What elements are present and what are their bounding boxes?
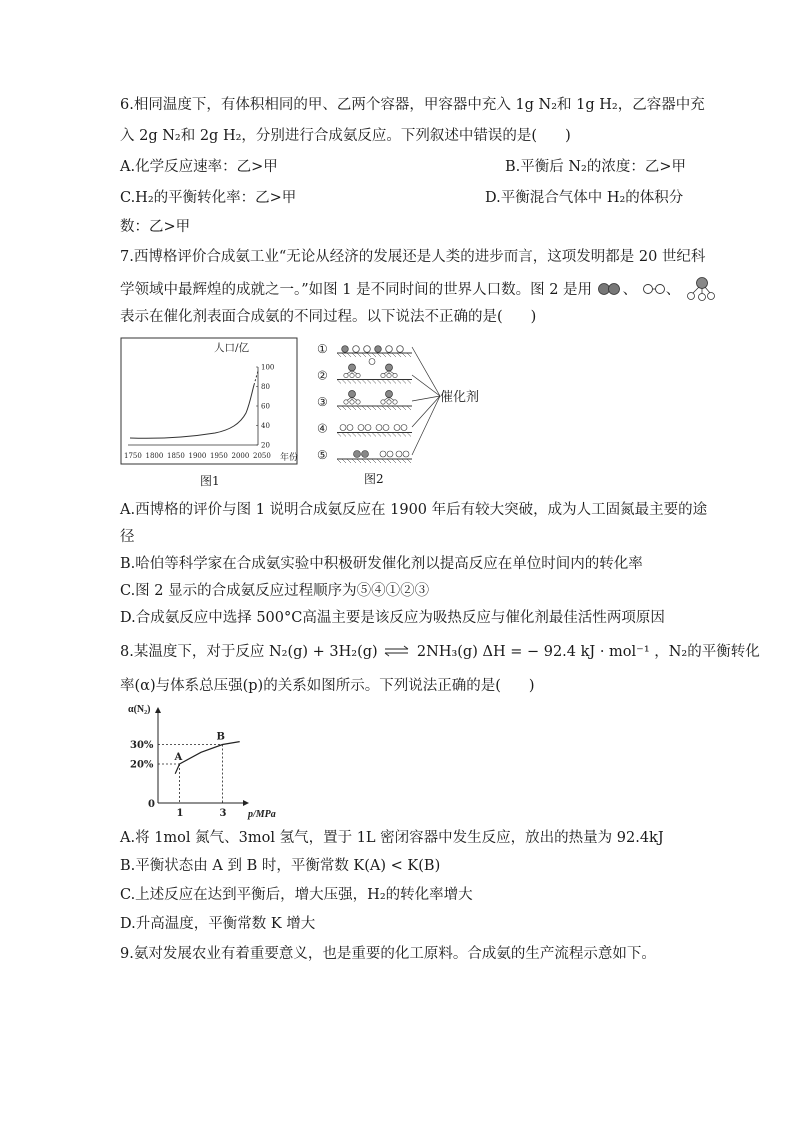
figure-1-ytick-label: 40: [261, 422, 270, 430]
figure-2-step-row: [317, 448, 412, 463]
figure-1-xtick-label: 1750: [124, 452, 142, 460]
nh3-molecule-icon: [386, 364, 393, 371]
q8-point-label: A: [174, 752, 183, 763]
figure-2-step-row: [317, 359, 412, 384]
figure-1-projection-dashed: [254, 371, 258, 385]
figure-2-step-row: [317, 342, 412, 357]
q8-origin: 0: [148, 799, 155, 810]
q7-close: ): [530, 309, 537, 325]
figure-2-step-row: [317, 422, 412, 437]
h2-molecule-icon: [394, 425, 400, 431]
q8-line2: [120, 676, 535, 696]
figure-1-ytick-label: 80: [261, 383, 270, 391]
nh3-molecule-icon: [349, 391, 356, 398]
q7-line3: [120, 307, 536, 327]
q8-reaction-right: 2NH₃(g) ΔH = − 92.4 kJ · mol⁻¹ ，N₂的平衡转化: [416, 644, 760, 660]
n2-molecule-icon: [354, 451, 361, 458]
q6-option-c: C.H₂的平衡转化率：乙>甲: [120, 190, 297, 206]
figure-2-caption: 图2: [364, 472, 384, 486]
q7-option-a-cont: 径: [120, 529, 135, 545]
q8-option-b: B.平衡状态由 A 到 B 时，平衡常数 K(A) < K(B): [120, 858, 441, 874]
figure-2-step-row: [317, 391, 412, 411]
q7-sep2: 、: [665, 282, 681, 298]
q8-xtick-label: 3: [219, 808, 227, 819]
surface-atom-icon: [364, 346, 371, 353]
q6-close: ): [565, 128, 571, 144]
q6-line1: 6.相同温度下，有体积相同的甲、乙两个容器，甲容器中充入 1g N₂和 1g H₂，乙容器中充: [120, 97, 705, 113]
q8-line1: [120, 642, 760, 662]
figure-1-ytick-label: 100: [261, 363, 275, 372]
q6-line2: [120, 126, 571, 146]
q8-option-d: D.升高温度，平衡常数 K 增大: [120, 916, 316, 932]
figure-2-step-number: ④: [317, 421, 328, 436]
q7-sep1: 、: [622, 282, 638, 298]
q6-stem: 入 2g N₂和 2g H₂，分别进行合成氨反应。下列叙述中错误的是(: [120, 128, 538, 144]
figure-2-step-number: ⑤: [317, 448, 328, 462]
q8-reaction-left: 8.某温度下，对于反应 N₂(g) + 3H₂(g): [120, 644, 378, 660]
figure-1-xlabel: 年份: [280, 453, 299, 463]
figure-1-xtick-label: 1900: [188, 452, 207, 460]
q6-option-d: D.平衡混合气体中 H₂的体积分: [485, 190, 684, 206]
figure-2-step-number: ②: [317, 368, 328, 383]
reversible-arrow-icon: [382, 643, 412, 659]
q7-option-a: A.西博格的评价与图 1 说明合成氨反应在 1900 年后有较大突破，成为人工固氮最主要的途: [120, 502, 708, 518]
q6-option-d-cont: 数：乙>甲: [120, 219, 191, 235]
figure-1-xtick-label: 1850: [167, 452, 185, 460]
figure-1-xtick-label: 2050: [253, 452, 271, 460]
figure-1-ytick-label: 60: [261, 402, 270, 411]
figure-1-xtick-label: 2000: [231, 452, 250, 460]
q7-line1: 7.西博格评价合成氨工业“无论从经济的发展还是人类的进步而言，这项发明都是 20 世纪科: [120, 249, 706, 265]
figure-1-population-curve: [130, 385, 254, 438]
q7-line2-text: 学领域中最辉煌的成就之一。”如图 1 是不同时间的世界人口数。图 2 是用: [120, 282, 593, 298]
q8-series-curve: [175, 742, 240, 774]
q8-conversion-chart: [120, 700, 290, 822]
nh3-molecule-icon: [386, 391, 393, 398]
figure-1-xtick-label: 1800: [145, 452, 164, 460]
nh3-molecule-icon: [349, 364, 356, 371]
nh3-molecule-icon: [685, 276, 715, 302]
q8-point-label: B: [216, 731, 225, 743]
n2-molecule-icon: [597, 282, 623, 296]
q9-line1: 9.氨对发展农业有着重要意义，也是重要的化工原料。合成氨的生产流程示意如下。: [120, 946, 656, 962]
q8-close: ): [528, 678, 535, 694]
figure-1-ytick-label: 20: [261, 441, 270, 450]
figure-1-ylabel: 人口/亿: [214, 342, 250, 354]
surface-atom-icon: [375, 346, 382, 353]
q7-stem: 表示在催化剂表面合成氨的不同过程。以下说法不正确的是(: [120, 309, 503, 325]
q7-option-d: D.合成氨反应中选择 500°C高温主要是该反应为吸热反应与催化剂最佳活性两项原因: [120, 610, 665, 626]
h2-molecule-icon: [380, 451, 386, 457]
q7-option-b: B.哈伯等科学家在合成氨实验中积极研发催化剂以提高反应在单位时间内的转化率: [120, 556, 643, 572]
figure-1-population-chart: [120, 337, 300, 467]
q8-xlabel: p/MPa: [248, 809, 276, 820]
surface-atom-icon: [353, 346, 360, 353]
surface-atom-icon: [342, 346, 349, 353]
q8-ytick-label: 20%: [130, 759, 154, 771]
q8-option-a: A.将 1mol 氮气、3mol 氢气，置于 1L 密闭容器中发生反应，放出的热量为 92.4kJ: [120, 830, 664, 846]
surface-atom-icon: [397, 346, 404, 353]
figure-2-step-number: ③: [317, 395, 328, 409]
h2-molecule-icon: [358, 425, 364, 431]
figure-1-xtick-label: 1950: [210, 452, 228, 460]
q8-option-c: C.上述反应在达到平衡后，增大压强，H₂的转化率增大: [120, 887, 473, 903]
surface-atom-icon: [386, 346, 393, 353]
figure-1-caption: 图1: [200, 474, 220, 488]
figure-2-catalyst-process: [317, 337, 497, 467]
h2-molecule-icon: [340, 425, 346, 431]
figure-2-step-number: ①: [317, 342, 328, 356]
h2-molecule-icon: [642, 282, 666, 296]
q7-option-c: C.图 2 显示的合成氨反应过程顺序为⑤④①②③: [120, 583, 430, 599]
q6-option-a: A.化学反应速率：乙>甲: [120, 159, 278, 175]
q8-ytick-label: 30%: [130, 740, 154, 751]
q6-option-b: B.平衡后 N₂的浓度：乙>甲: [505, 159, 687, 175]
q8-xtick-label: 1: [176, 808, 184, 819]
catalyst-label: 催化剂: [440, 390, 480, 405]
q7-line2: [120, 276, 715, 302]
q8-stem: 率(α)与体系总压强(p)的关系如图所示。下列说法正确的是(: [120, 678, 501, 694]
q8-ylabel: α(N₂): [128, 704, 151, 715]
h2-molecule-icon: [376, 425, 382, 431]
